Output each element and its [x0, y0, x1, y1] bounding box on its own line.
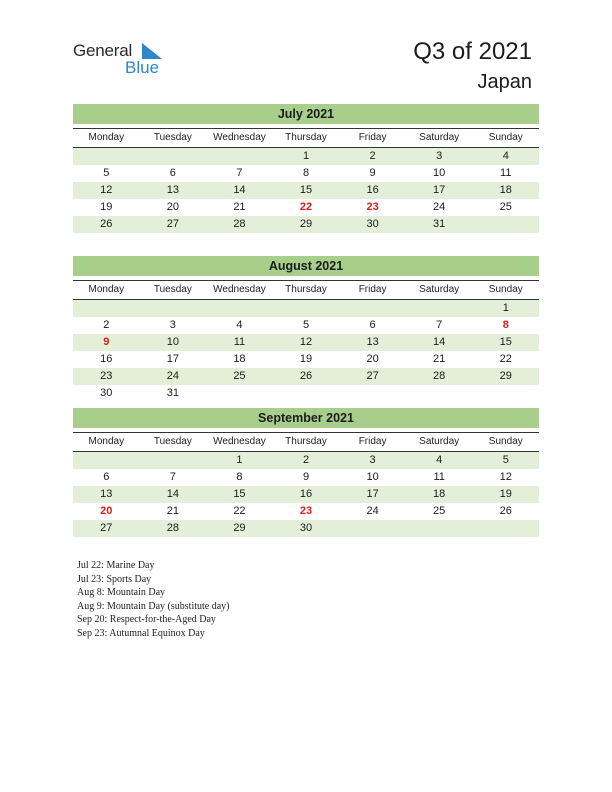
- week-row: [73, 520, 539, 537]
- day-cell: 14: [433, 336, 446, 348]
- day-cell: 18: [499, 184, 512, 196]
- weeks-grid: [73, 148, 539, 233]
- holiday-note: Jul 22: Marine Day: [77, 560, 155, 571]
- day-cell: 29: [499, 370, 512, 382]
- day-cell: 24: [166, 370, 179, 382]
- day-cell: 1: [236, 454, 243, 466]
- day-cell: 22: [233, 505, 246, 517]
- day-cell: 17: [366, 488, 379, 500]
- weekday-label: Saturday: [419, 132, 460, 143]
- holiday-day-cell: 23: [299, 505, 313, 517]
- holiday-note: Jul 23: Sports Day: [77, 573, 152, 585]
- day-cell: 17: [433, 184, 446, 196]
- month-calendar-july: [73, 104, 539, 233]
- day-cell: [472, 520, 539, 537]
- holiday-day-cell: 9: [103, 336, 110, 348]
- day-cell: 10: [166, 336, 179, 348]
- day-cell: 21: [433, 353, 446, 365]
- day-cell: [73, 300, 140, 317]
- month-header: September 2021: [73, 408, 539, 428]
- weekday-label: Wednesday: [213, 436, 266, 447]
- week-row: [73, 486, 539, 503]
- weekday-label: Tuesday: [153, 436, 192, 447]
- weekday-header-row: [73, 432, 539, 452]
- day-cell: [339, 520, 406, 537]
- day-cell: [206, 300, 273, 317]
- day-cell: 25: [233, 370, 246, 382]
- month-header: August 2021: [73, 256, 539, 276]
- day-cell: 10: [366, 471, 379, 483]
- day-cell: 18: [233, 353, 246, 365]
- weekday-label: Wednesday: [213, 132, 266, 143]
- day-cell: 5: [502, 454, 509, 466]
- day-cell: 26: [100, 218, 113, 230]
- week-row: [73, 300, 539, 317]
- day-cell: 10: [433, 167, 446, 179]
- day-cell: 24: [433, 201, 446, 213]
- day-cell: [406, 300, 473, 317]
- day-cell: 2: [103, 319, 110, 331]
- week-row: [73, 334, 539, 351]
- holiday-note: Aug 9: Mountain Day (substitute day): [77, 600, 230, 612]
- day-cell: 9: [302, 471, 310, 483]
- day-cell: 5: [103, 167, 110, 179]
- day-cell: [140, 148, 207, 165]
- day-cell: 3: [369, 454, 376, 466]
- day-cell: [406, 520, 473, 537]
- day-cell: 30: [299, 522, 313, 534]
- weekday-label: Friday: [358, 132, 387, 143]
- day-cell: 7: [436, 319, 443, 331]
- holiday-day-cell: 23: [366, 201, 379, 213]
- day-cell: [73, 452, 140, 469]
- day-cell: 19: [299, 353, 313, 365]
- weekday-label: Thursday: [285, 284, 327, 295]
- day-cell: 30: [366, 218, 379, 230]
- day-cell: 29: [233, 522, 246, 534]
- day-cell: 1: [502, 302, 509, 314]
- day-cell: 12: [299, 336, 313, 348]
- day-cell: 20: [366, 353, 379, 365]
- week-row: [73, 469, 539, 486]
- day-cell: 17: [166, 353, 179, 365]
- week-row: [73, 165, 539, 182]
- day-cell: 16: [366, 184, 379, 196]
- day-cell: 30: [100, 387, 113, 399]
- day-cell: 27: [100, 522, 113, 534]
- weekday-label: Thursday: [285, 436, 327, 447]
- day-cell: 4: [502, 150, 509, 162]
- holiday-note: Aug 8: Mountain Day: [77, 587, 166, 598]
- week-row: [73, 452, 539, 469]
- holiday-notes: [77, 559, 229, 640]
- day-cell: [73, 148, 140, 165]
- day-cell: 20: [166, 201, 179, 213]
- holiday-day-cell: 8: [502, 319, 509, 331]
- day-cell: 29: [299, 218, 313, 230]
- weekday-label: Monday: [88, 132, 125, 143]
- day-cell: 2: [302, 454, 310, 466]
- day-cell: 14: [166, 488, 179, 500]
- day-cell: 3: [169, 319, 176, 331]
- month-calendar-september: [73, 408, 539, 537]
- day-cell: 6: [103, 471, 110, 483]
- week-row: [73, 351, 539, 368]
- logo: [73, 40, 183, 80]
- country-name: Japan: [477, 71, 532, 93]
- day-cell: 4: [236, 319, 243, 331]
- day-cell: 19: [100, 201, 113, 213]
- day-cell: 8: [236, 471, 243, 483]
- day-cell: 1: [302, 150, 310, 162]
- weekday-label: Thursday: [285, 132, 327, 143]
- day-cell: 31: [166, 387, 179, 399]
- day-cell: [206, 385, 273, 402]
- weekday-label: Friday: [358, 284, 387, 295]
- day-cell: 18: [433, 488, 446, 500]
- day-cell: [140, 300, 207, 317]
- week-row: [73, 317, 539, 334]
- day-cell: [406, 385, 473, 402]
- week-row: [73, 385, 539, 402]
- day-cell: 19: [499, 488, 512, 500]
- day-cell: [339, 300, 406, 317]
- day-cell: 23: [100, 370, 113, 382]
- day-cell: 25: [433, 505, 446, 517]
- holiday-note: Sep 23: Autumnal Equinox Day: [77, 627, 205, 639]
- page-title: Q3 of 2021: [413, 38, 532, 65]
- day-cell: 26: [299, 370, 313, 382]
- day-cell: 11: [233, 336, 246, 348]
- day-cell: 13: [100, 488, 113, 500]
- day-cell: 6: [369, 319, 376, 331]
- day-cell: 27: [366, 370, 379, 382]
- day-cell: 15: [299, 184, 313, 196]
- day-cell: 31: [433, 218, 446, 230]
- day-cell: 28: [166, 522, 179, 534]
- day-cell: 11: [500, 167, 512, 179]
- day-cell: 16: [100, 353, 113, 365]
- logo-triangle-icon: [142, 43, 162, 59]
- day-cell: 12: [100, 184, 113, 196]
- day-cell: [140, 452, 207, 469]
- day-cell: [472, 385, 539, 402]
- day-cell: 8: [302, 167, 310, 179]
- day-cell: 9: [369, 167, 376, 179]
- week-row: [73, 216, 539, 233]
- day-cell: 21: [233, 201, 246, 213]
- day-cell: 15: [499, 336, 512, 348]
- logo-text-general: General: [73, 41, 133, 60]
- day-cell: 16: [299, 488, 313, 500]
- day-cell: [206, 148, 273, 165]
- weekday-label: Sunday: [488, 132, 523, 143]
- weekday-label: Friday: [358, 436, 387, 447]
- month-header: July 2021: [73, 104, 539, 124]
- day-cell: [339, 385, 406, 402]
- day-cell: 5: [302, 319, 310, 331]
- day-cell: [273, 300, 340, 317]
- day-cell: 6: [169, 167, 176, 179]
- weekday-label: Tuesday: [153, 284, 192, 295]
- weeks-grid: [73, 300, 539, 402]
- weekday-label: Sunday: [488, 284, 523, 295]
- day-cell: 7: [236, 167, 243, 179]
- day-cell: 3: [436, 150, 443, 162]
- day-cell: 11: [433, 471, 445, 483]
- weekday-header-row: [73, 280, 539, 300]
- week-row: [73, 148, 539, 165]
- day-cell: 21: [166, 505, 179, 517]
- holiday-day-cell: 22: [299, 201, 313, 213]
- weekday-label: Tuesday: [153, 132, 192, 143]
- weekday-label: Monday: [88, 436, 125, 447]
- day-cell: [273, 385, 340, 402]
- weeks-grid: [73, 452, 539, 537]
- weekday-header-row: [73, 128, 539, 148]
- day-cell: 24: [366, 505, 379, 517]
- day-cell: 13: [366, 336, 379, 348]
- weekday-label: Monday: [88, 284, 125, 295]
- day-cell: 28: [233, 218, 246, 230]
- weekday-label: Sunday: [488, 436, 523, 447]
- week-row: [73, 368, 539, 385]
- day-cell: 12: [499, 471, 512, 483]
- day-cell: 2: [369, 150, 376, 162]
- logo-text-blue: Blue: [125, 58, 160, 77]
- week-row: [73, 503, 539, 520]
- day-cell: 15: [233, 488, 246, 500]
- day-cell: 27: [166, 218, 179, 230]
- day-cell: 7: [169, 471, 176, 483]
- weekday-label: Saturday: [419, 284, 460, 295]
- weekday-label: Wednesday: [213, 284, 266, 295]
- day-cell: 28: [433, 370, 446, 382]
- month-calendar-august: [73, 256, 539, 402]
- day-cell: 13: [166, 184, 179, 196]
- weekday-label: Saturday: [419, 436, 460, 447]
- day-cell: 4: [436, 454, 443, 466]
- day-cell: 25: [499, 201, 512, 213]
- holiday-day-cell: 20: [100, 505, 113, 517]
- holiday-note: Sep 20: Respect-for-the-Aged Day: [77, 614, 216, 625]
- week-row: [73, 182, 539, 199]
- day-cell: [472, 216, 539, 233]
- day-cell: 14: [233, 184, 246, 196]
- week-row: [73, 199, 539, 216]
- day-cell: 26: [499, 505, 512, 517]
- day-cell: 22: [499, 353, 512, 365]
